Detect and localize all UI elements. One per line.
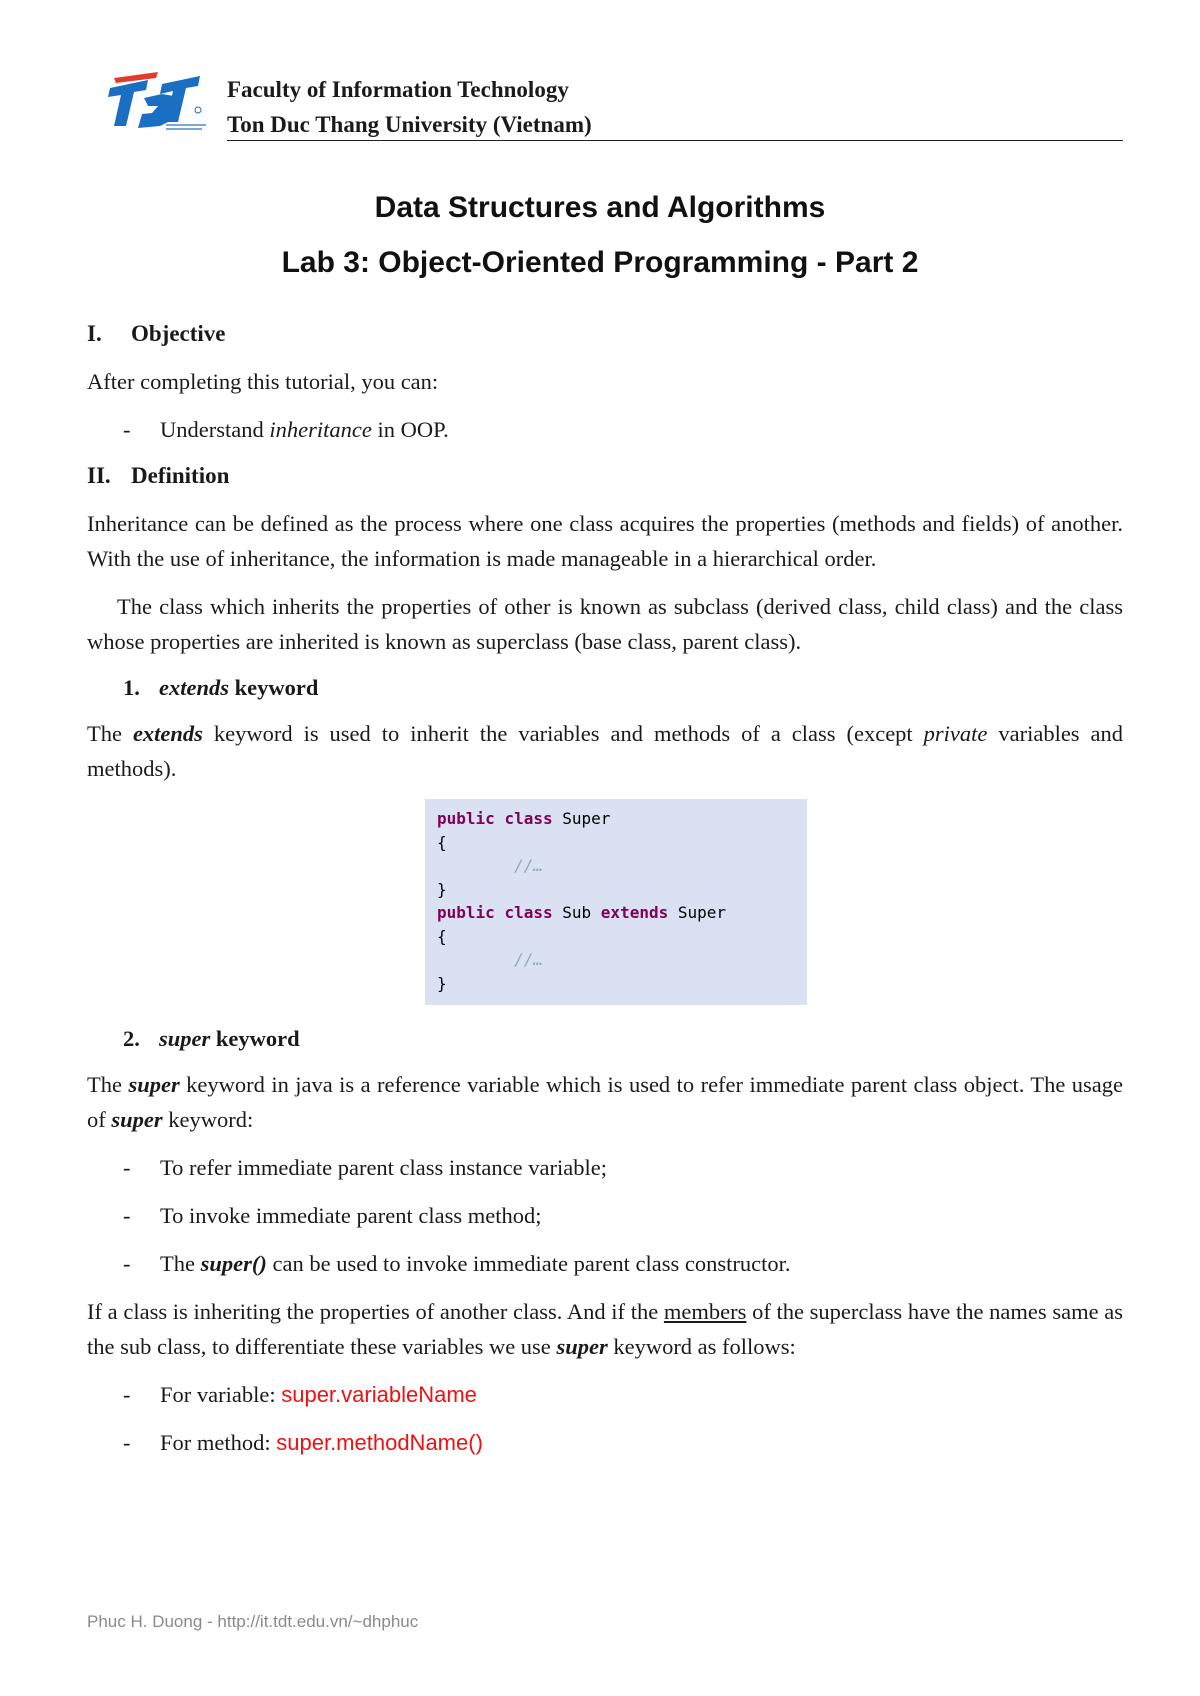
lab-title: Lab 3: Object-Oriented Programming - Part 2 <box>281 246 919 279</box>
super-syntax-list <box>87 1377 1123 1460</box>
document-titles <box>0 180 1200 290</box>
list-item: - The super() can be used to invoke immediate parent class constructor. <box>123 1251 791 1276</box>
list-item: - To invoke immediate parent class method; <box>123 1203 542 1228</box>
list-item: - For method: super.methodName() <box>123 1430 483 1455</box>
header-divider <box>227 140 1123 141</box>
objective-list <box>87 412 1123 447</box>
document-body <box>87 318 1123 1473</box>
tdt-logo <box>100 70 212 138</box>
definition-paragraph-2: The class which inherits the properties of other is known as subclass (derived class, child class) and the class whose properties are inherited is known as superclass (base class, parent class). <box>87 594 1123 654</box>
page-header <box>100 70 1123 150</box>
subsection-super-heading: 2. super keyword <box>123 1026 300 1051</box>
code-block: public class Super { //… } public class Sub extends Super { //… } <box>425 799 807 1005</box>
super-usage-list <box>87 1150 1123 1281</box>
section-objective-heading: I. Objective <box>87 321 226 346</box>
list-item: - For variable: super.variableName <box>123 1382 477 1407</box>
super-paragraph-2: If a class is inheriting the properties of another class. And if the members of the superclass have the names same as the sub class, to differentiate these variables we use super keyword as follows: <box>87 1299 1124 1359</box>
list-item: - Understand inheritance in OOP. <box>123 417 449 442</box>
definition-paragraph-1: Inheritance can be defined as the process where one class acquires the properties (methods and fields) of another. With the use of inheritance, the information is made manageable in a hierarchical order. <box>87 511 1123 571</box>
variable-syntax: super.variableName <box>281 1382 477 1407</box>
subsection-extends-heading: 1. extends keyword <box>123 675 319 700</box>
super-paragraph-1: The super keyword in java is a reference variable which is used to refer immediate parent class object. The usage of super keyword: <box>87 1072 1124 1132</box>
section-definition-heading: II. Definition <box>87 463 230 488</box>
faculty-name: Faculty of Information Technology <box>227 77 569 102</box>
method-syntax: super.methodName() <box>276 1430 483 1455</box>
extends-paragraph: The extends keyword is used to inherit the variables and methods of a class (except private variables and methods). <box>87 721 1124 781</box>
university-name: Ton Duc Thang University (Vietnam) <box>227 112 592 137</box>
list-item: - To refer immediate parent class instance variable; <box>123 1155 607 1180</box>
page-footer: Phuc H. Duong - http://it.tdt.edu.vn/~dhphuc <box>87 1612 419 1631</box>
header-text <box>227 72 592 142</box>
course-title: Data Structures and Algorithms <box>374 191 826 224</box>
objective-intro: After completing this tutorial, you can: <box>87 369 439 394</box>
